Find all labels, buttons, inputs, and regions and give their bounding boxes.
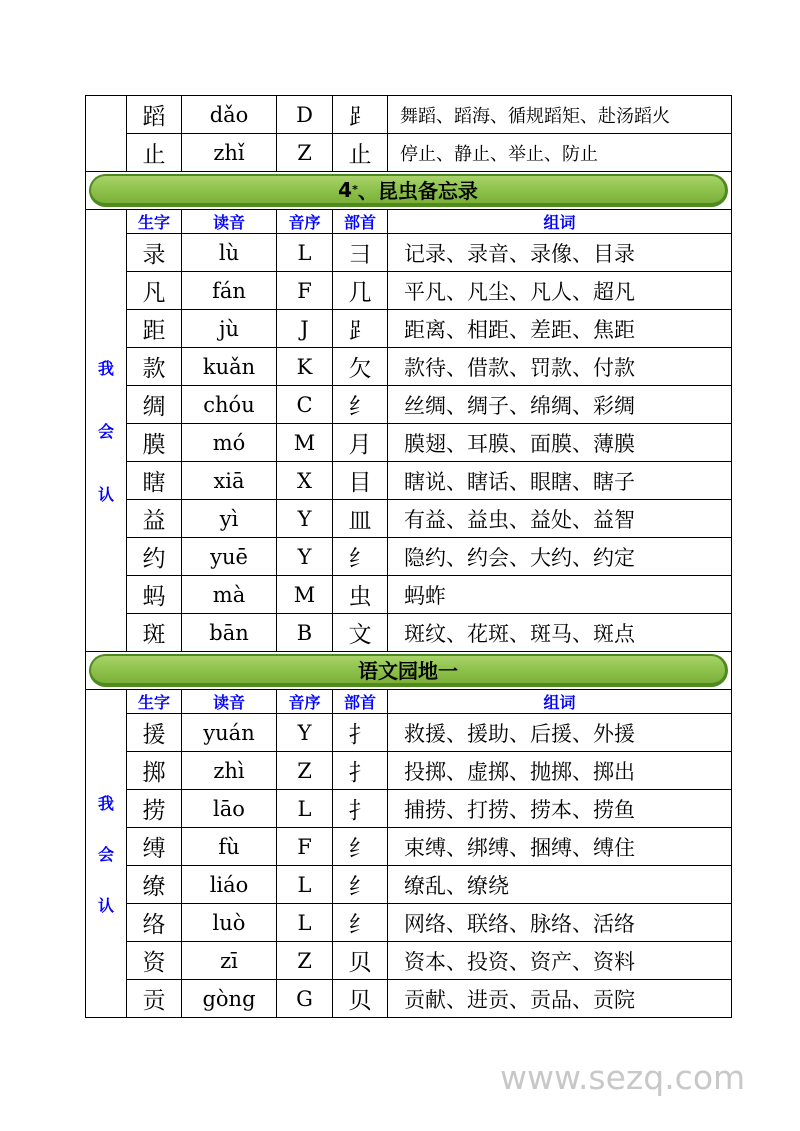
word-group-cell: 束缚、绑缚、捆缚、缚住 [388,828,732,866]
radical-cell: 扌 [333,714,388,752]
radical-cell: 纟 [333,828,388,866]
index-letter-cell: B [277,614,333,652]
pinyin-cell: chóu [182,386,277,424]
pinyin-cell: fán [182,272,277,310]
header-index: 音序 [277,210,333,234]
character-cell: 络 [127,904,182,942]
character-cell: 录 [127,234,182,272]
pinyin-cell: lù [182,234,277,272]
side-label-char: 我 [97,359,114,378]
table-row [86,828,732,866]
index-letter-cell: Z [277,752,333,790]
index-letter-cell: L [277,866,333,904]
character-cell: 蹈 [127,96,182,134]
radical-cell: 皿 [333,500,388,538]
word-group-cell: 舞蹈、蹈海、循规蹈矩、赴汤蹈火 [388,96,732,134]
character-cell: 资 [127,942,182,980]
column-header-row [86,210,732,234]
character-cell: 缭 [127,866,182,904]
character-cell: 约 [127,538,182,576]
radical-cell: 贝 [333,942,388,980]
word-group-cell: 瞎说、瞎话、眼瞎、瞎子 [388,462,732,500]
table-row [86,942,732,980]
radical-cell: 纟 [333,866,388,904]
table-row [86,272,732,310]
table-row [86,866,732,904]
pinyin-cell: yuē [182,538,277,576]
radical-cell: 月 [333,424,388,462]
index-letter-cell: M [277,424,333,462]
radical-cell: 纟 [333,904,388,942]
header-pinyin: 读音 [182,690,277,714]
word-group-cell: 救援、援助、后援、外援 [388,714,732,752]
pinyin-cell: yì [182,500,277,538]
radical-cell: 几 [333,272,388,310]
index-letter-cell: K [277,348,333,386]
header-index: 音序 [277,690,333,714]
word-group-cell: 丝绸、绸子、绵绸、彩绸 [388,386,732,424]
radical-cell: ⻊ [333,96,388,134]
index-letter-cell: X [277,462,333,500]
character-cell: 缚 [127,828,182,866]
table-row [86,424,732,462]
word-group-cell: 投掷、虚掷、抛掷、掷出 [388,752,732,790]
word-group-cell: 款待、借款、罚款、付款 [388,348,732,386]
section-title-banner [89,654,728,687]
table-row [86,980,732,1018]
word-group-cell: 有益、益虫、益处、益智 [388,500,732,538]
index-letter-cell: F [277,828,333,866]
table-row [86,538,732,576]
pinyin-cell: jù [182,310,277,348]
character-cell: 贡 [127,980,182,1018]
pinyin-cell: lāo [182,790,277,828]
word-group-cell: 缭乱、缭绕 [388,866,732,904]
table-row [86,462,732,500]
section-title: 语文园地一 [358,659,458,683]
character-cell: 款 [127,348,182,386]
pinyin-cell: zī [182,942,277,980]
character-cell: 益 [127,500,182,538]
header-char: 生字 [127,210,182,234]
section-title-row [86,652,732,690]
index-letter-cell: L [277,790,333,828]
table-row [86,790,732,828]
character-cell: 瞎 [127,462,182,500]
side-label-char: 会 [97,422,114,441]
section-title-cell [86,172,732,210]
section-title: 4 [338,177,353,202]
vocabulary-table [85,95,732,1018]
side-label-char: 认 [97,896,114,915]
index-letter-cell: Y [277,500,333,538]
word-group-cell: 膜翅、耳膜、面膜、薄膜 [388,424,732,462]
character-cell: 膜 [127,424,182,462]
pinyin-cell: yuán [182,714,277,752]
word-group-cell: 斑纹、花斑、斑马、斑点 [388,614,732,652]
pinyin-cell: zhì [182,752,277,790]
radical-cell: 纟 [333,386,388,424]
table-row [86,500,732,538]
section-title-cell [86,652,732,690]
index-letter-cell: C [277,386,333,424]
pinyin-cell: dǎo [182,96,277,134]
radical-cell: 贝 [333,980,388,1018]
table-row [86,614,732,652]
pinyin-cell: kuǎn [182,348,277,386]
table-row [86,310,732,348]
character-cell: 绸 [127,386,182,424]
header-char: 生字 [127,690,182,714]
header-radical: 部首 [333,210,388,234]
index-letter-cell: D [277,96,333,134]
character-cell: 蚂 [127,576,182,614]
pinyin-cell: mà [182,576,277,614]
word-group-cell: 隐约、约会、大约、约定 [388,538,732,576]
pinyin-cell: xiā [182,462,277,500]
section-title-banner [89,174,728,207]
word-group-cell: 蚂蚱 [388,576,732,614]
header-words: 组词 [388,210,732,234]
table-row [86,134,732,172]
section-title-superscript: * [352,183,358,196]
radical-cell: 扌 [333,790,388,828]
word-group-cell: 记录、录音、录像、目录 [388,234,732,272]
radical-cell: 目 [333,462,388,500]
index-letter-cell: Z [277,134,333,172]
table-row [86,714,732,752]
pinyin-cell: zhǐ [182,134,277,172]
character-cell: 援 [127,714,182,752]
table-row [86,234,732,272]
radical-cell: 欠 [333,348,388,386]
section-title-row [86,172,732,210]
character-cell: 凡 [127,272,182,310]
index-letter-cell: L [277,904,333,942]
table-row [86,386,732,424]
table-row [86,96,732,134]
word-group-cell: 平凡、凡尘、凡人、超凡 [388,272,732,310]
word-group-cell: 贡献、进贡、贡品、贡院 [388,980,732,1018]
index-letter-cell: F [277,272,333,310]
section-title-rest: 、昆虫备忘录 [357,179,478,203]
table-row [86,752,732,790]
radical-cell: 止 [333,134,388,172]
header-words: 组词 [388,690,732,714]
side-label-cell [86,96,127,172]
watermark: www.sezq.com [500,1058,746,1097]
index-letter-cell: J [277,310,333,348]
pinyin-cell: gòng [182,980,277,1018]
header-radical: 部首 [333,690,388,714]
side-label-cell [86,690,127,1018]
side-label-char: 我 [97,794,114,813]
side-label-char: 会 [97,845,114,864]
word-group-cell: 网络、联络、脉络、活络 [388,904,732,942]
table-row [86,904,732,942]
column-header-row [86,690,732,714]
pinyin-cell: mó [182,424,277,462]
radical-cell: ⻊ [333,310,388,348]
index-letter-cell: Y [277,538,333,576]
index-letter-cell: Y [277,714,333,752]
word-group-cell: 资本、投资、资产、资料 [388,942,732,980]
pinyin-cell: fù [182,828,277,866]
header-pinyin: 读音 [182,210,277,234]
table-row [86,348,732,386]
index-letter-cell: Z [277,942,333,980]
character-cell: 距 [127,310,182,348]
radical-cell: 纟 [333,538,388,576]
index-letter-cell: G [277,980,333,1018]
side-label-cell [86,210,127,652]
character-cell: 捞 [127,790,182,828]
side-label-char: 认 [97,485,114,504]
character-cell: 掷 [127,752,182,790]
index-letter-cell: M [277,576,333,614]
radical-cell: 文 [333,614,388,652]
radical-cell: 扌 [333,752,388,790]
character-cell: 止 [127,134,182,172]
word-group-cell: 停止、静止、举止、防止 [388,134,732,172]
radical-cell: 彐 [333,234,388,272]
radical-cell: 虫 [333,576,388,614]
index-letter-cell: L [277,234,333,272]
pinyin-cell: liáo [182,866,277,904]
pinyin-cell: luò [182,904,277,942]
table-row [86,576,732,614]
word-group-cell: 距离、相距、差距、焦距 [388,310,732,348]
word-group-cell: 捕捞、打捞、捞本、捞鱼 [388,790,732,828]
pinyin-cell: bān [182,614,277,652]
character-cell: 斑 [127,614,182,652]
